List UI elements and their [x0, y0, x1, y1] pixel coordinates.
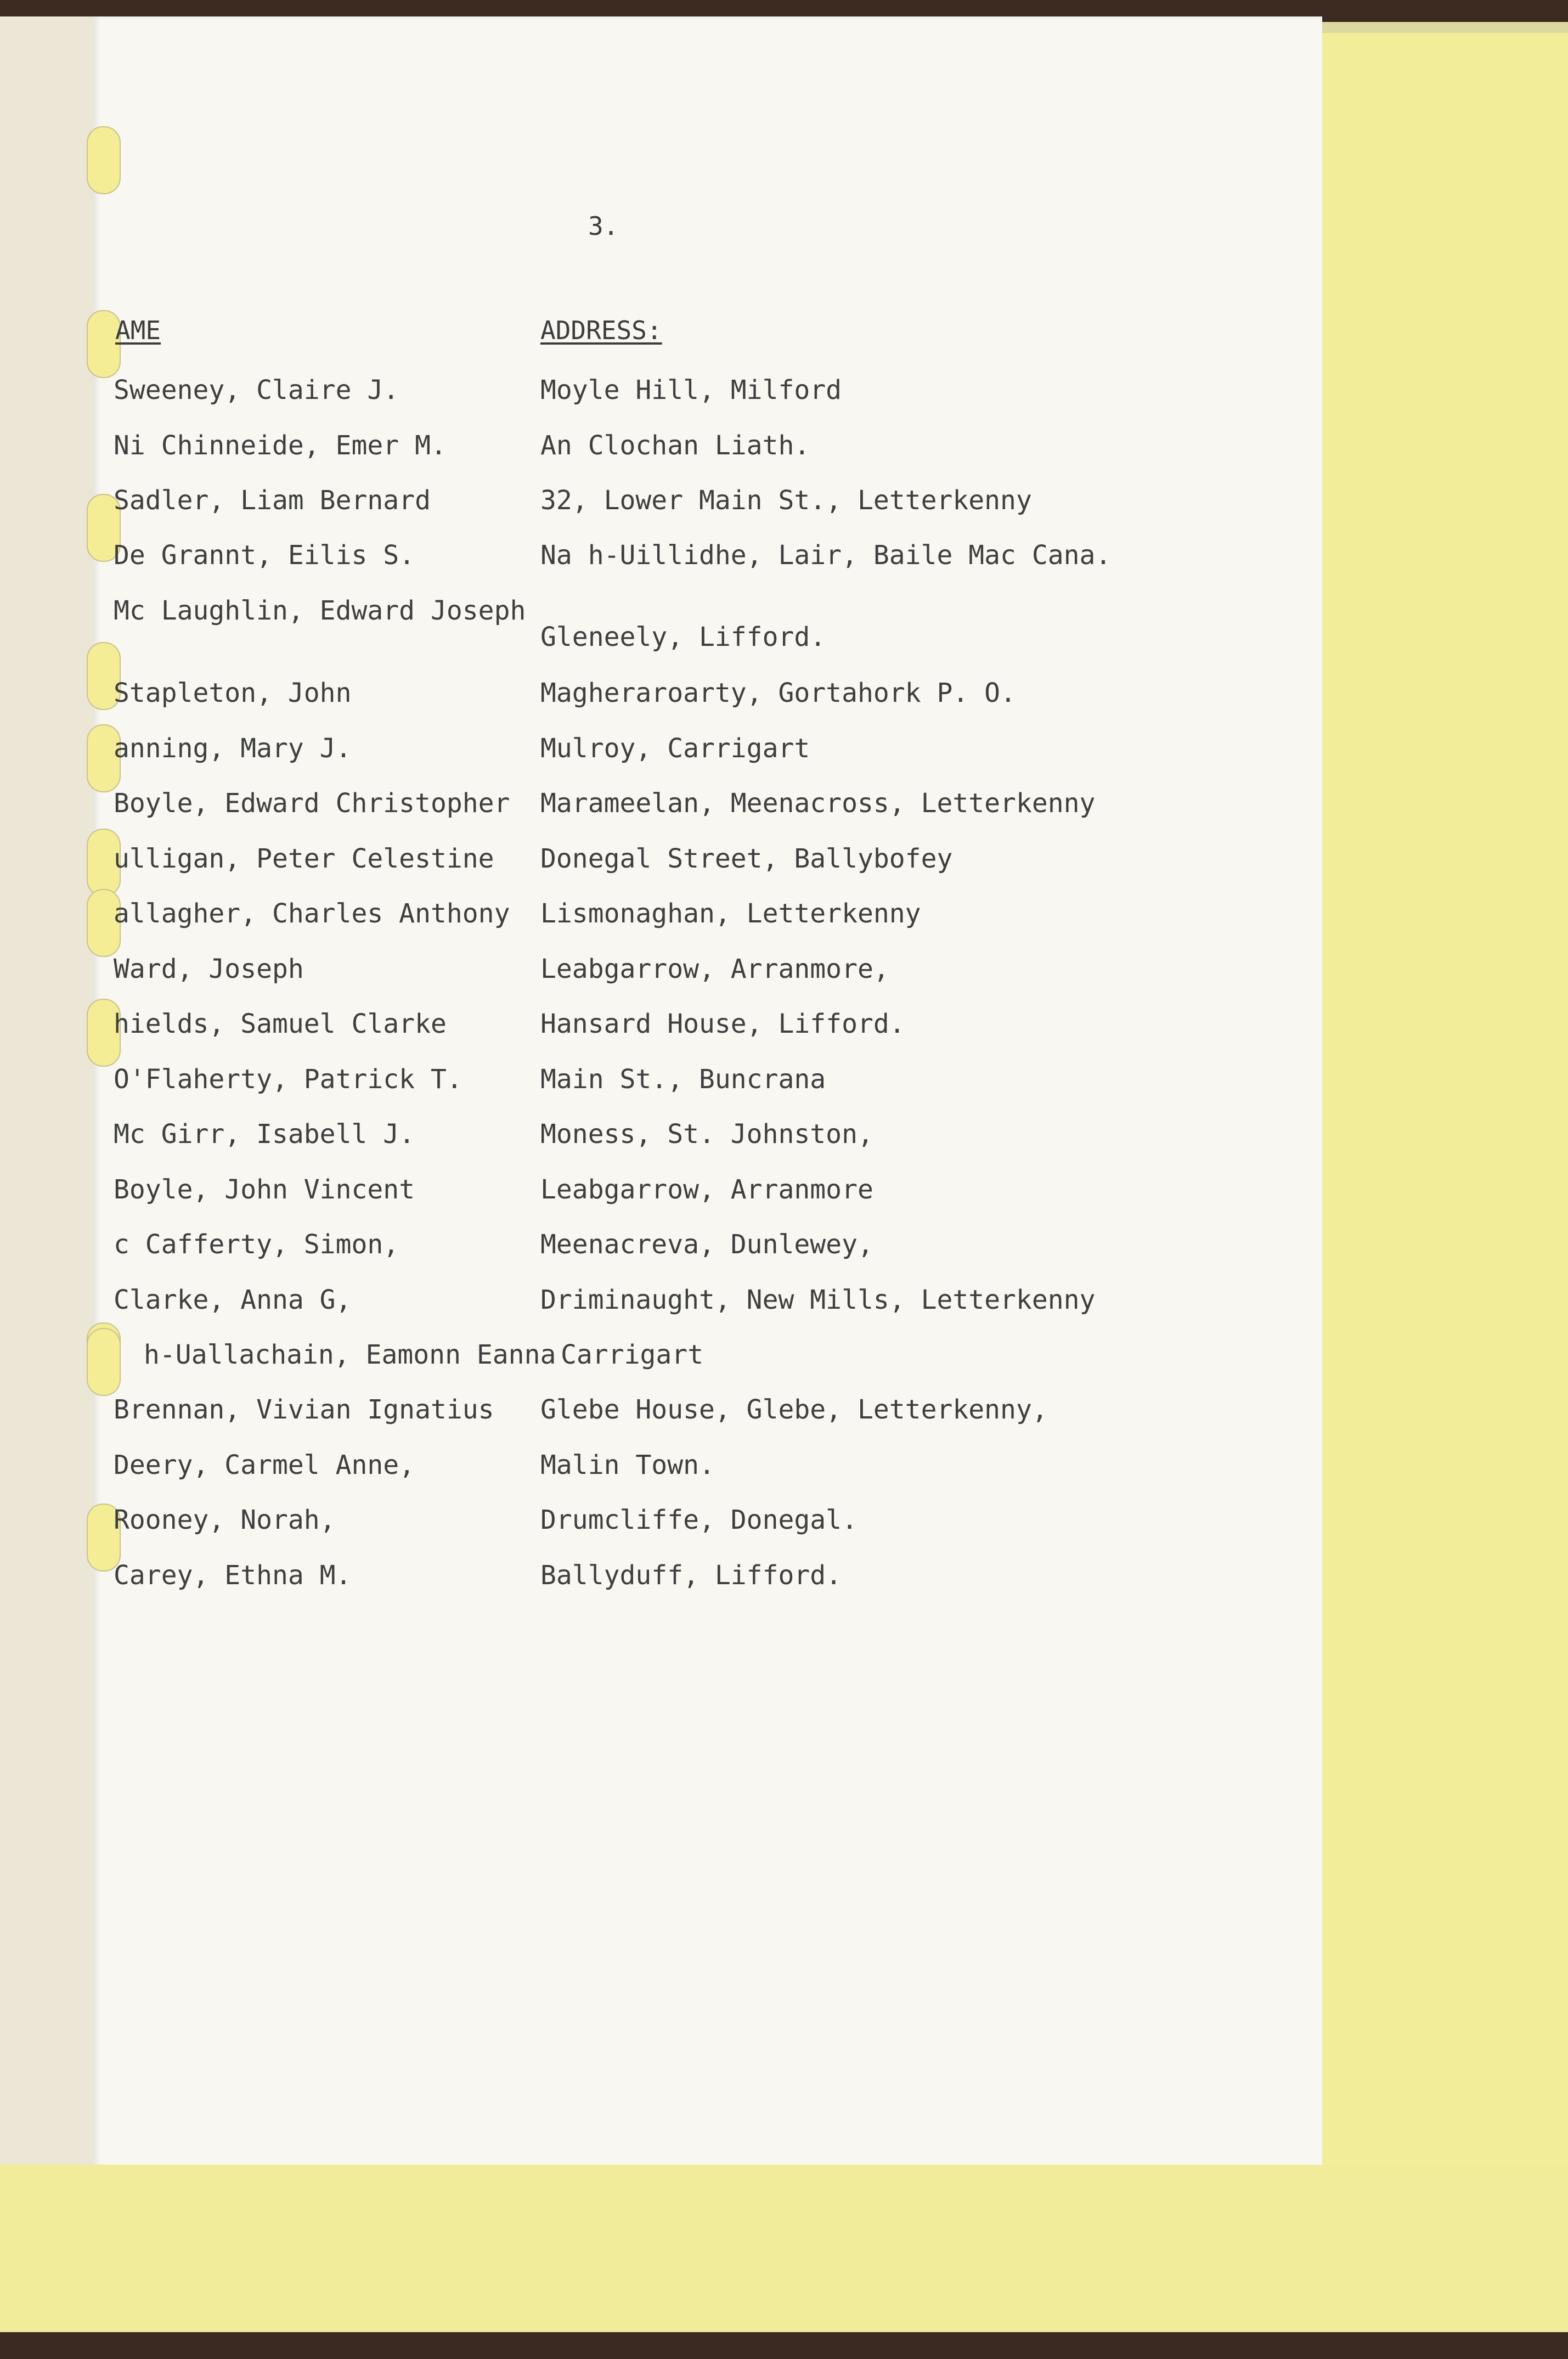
- entry-name: ulligan, Peter Celestine: [114, 843, 494, 874]
- background-bottom-edge: [0, 2332, 1568, 2359]
- entry-address: 32, Lower Main St., Letterkenny: [540, 485, 1032, 516]
- list-item: [0, 1009, 1568, 1041]
- entry-address: Na h-Uillidhe, Lair, Baile Mac Cana.: [540, 540, 1112, 571]
- list-item: [0, 1394, 1568, 1427]
- list-item: [0, 678, 1568, 711]
- entry-name: Ward, Joseph: [114, 954, 304, 984]
- entry-name: Deery, Carmel Anne,: [114, 1450, 415, 1480]
- entry-address: Magheraroarty, Gortahork P. O.: [540, 678, 1016, 708]
- entry-name: Stapleton, John: [114, 678, 352, 708]
- entry-name: De Grannt, Eilis S.: [114, 540, 415, 571]
- entry-name: c Cafferty, Simon,: [114, 1229, 399, 1260]
- entry-name: Mc Laughlin, Edward Joseph: [114, 595, 526, 626]
- list-item: [0, 1560, 1568, 1593]
- punch-hole: [87, 126, 121, 194]
- entry-name: allagher, Charles Anthony: [114, 898, 510, 929]
- entry-address: An Clochan Liath.: [540, 430, 810, 461]
- entry-name: Sadler, Liam Bernard: [114, 485, 431, 516]
- name-column-header: AME: [115, 316, 161, 345]
- entry-name: O'Flaherty, Patrick T.: [114, 1064, 462, 1095]
- entry-address: Meenacreva, Dunlewey,: [540, 1229, 873, 1260]
- list-item: [0, 1450, 1568, 1483]
- entry-address: Moyle Hill, Milford: [540, 375, 842, 406]
- entry-name: Sweeney, Claire J.: [114, 375, 399, 406]
- list-item: [0, 1064, 1568, 1097]
- list-item: [0, 595, 1568, 652]
- list-item: [0, 954, 1568, 987]
- list-item: [0, 1339, 1568, 1372]
- backing-sheet-edge: [1287, 22, 1568, 33]
- list-item: [0, 540, 1568, 573]
- list-item: [0, 485, 1568, 518]
- entry-address: Carrigart: [561, 1339, 704, 1370]
- list-item: [0, 1505, 1568, 1538]
- entry-name: Brennan, Vivian Ignatius: [114, 1394, 494, 1425]
- list-item: [0, 1229, 1568, 1262]
- entry-address: Drumcliffe, Donegal.: [540, 1505, 858, 1535]
- list-item: [0, 375, 1568, 408]
- background-top-edge: [0, 0, 1568, 18]
- list-item: [0, 843, 1568, 876]
- entry-name: Ni Chinneide, Emer M.: [114, 430, 447, 461]
- entry-address: Driminaught, New Mills, Letterkenny: [540, 1285, 1096, 1315]
- entry-name: anning, Mary J.: [114, 733, 352, 764]
- list-item: [0, 430, 1568, 463]
- entry-address: Hansard House, Lifford.: [540, 1009, 905, 1039]
- entry-name: Carey, Ethna M.: [114, 1560, 352, 1591]
- page-number: 3.: [588, 211, 619, 241]
- entry-address: Glebe House, Glebe, Letterkenny,: [540, 1394, 1048, 1425]
- entry-name: h-Uallachain, Eamonn Eanna: [144, 1339, 556, 1370]
- list-item: [0, 898, 1568, 931]
- entry-address: Mulroy, Carrigart: [540, 733, 810, 764]
- yellow-backing-bottom: [0, 2165, 1568, 2332]
- list-item: [0, 1285, 1568, 1318]
- entry-address: Main St., Buncrana: [540, 1064, 826, 1095]
- entry-name: Rooney, Norah,: [114, 1505, 336, 1535]
- entry-address: Gleneely, Lifford.: [540, 622, 826, 652]
- entry-address: Marameelan, Meenacross, Letterkenny: [540, 788, 1096, 819]
- entry-name: Mc Girr, Isabell J.: [114, 1119, 415, 1150]
- entry-name: Clarke, Anna G,: [114, 1285, 352, 1315]
- list-item: [0, 1174, 1568, 1207]
- list-item: [0, 733, 1568, 766]
- list-item: [0, 788, 1568, 821]
- entry-address: Lismonaghan, Letterkenny: [540, 898, 921, 929]
- address-column-header: ADDRESS:: [540, 316, 662, 345]
- entry-address: Donegal Street, Ballybofey: [540, 843, 953, 874]
- entry-name: Boyle, John Vincent: [114, 1174, 415, 1205]
- entry-address: Leabgarrow, Arranmore: [540, 1174, 873, 1205]
- entry-name: Boyle, Edward Christopher: [114, 788, 510, 819]
- entry-address: Moness, St. Johnston,: [540, 1119, 873, 1150]
- entry-address: Ballyduff, Lifford.: [540, 1560, 842, 1591]
- list-item: [0, 1119, 1568, 1152]
- entry-address: Malin Town.: [540, 1450, 715, 1480]
- entry-address: Leabgarrow, Arranmore,: [540, 954, 889, 984]
- entry-name: hields, Samuel Clarke: [114, 1009, 447, 1039]
